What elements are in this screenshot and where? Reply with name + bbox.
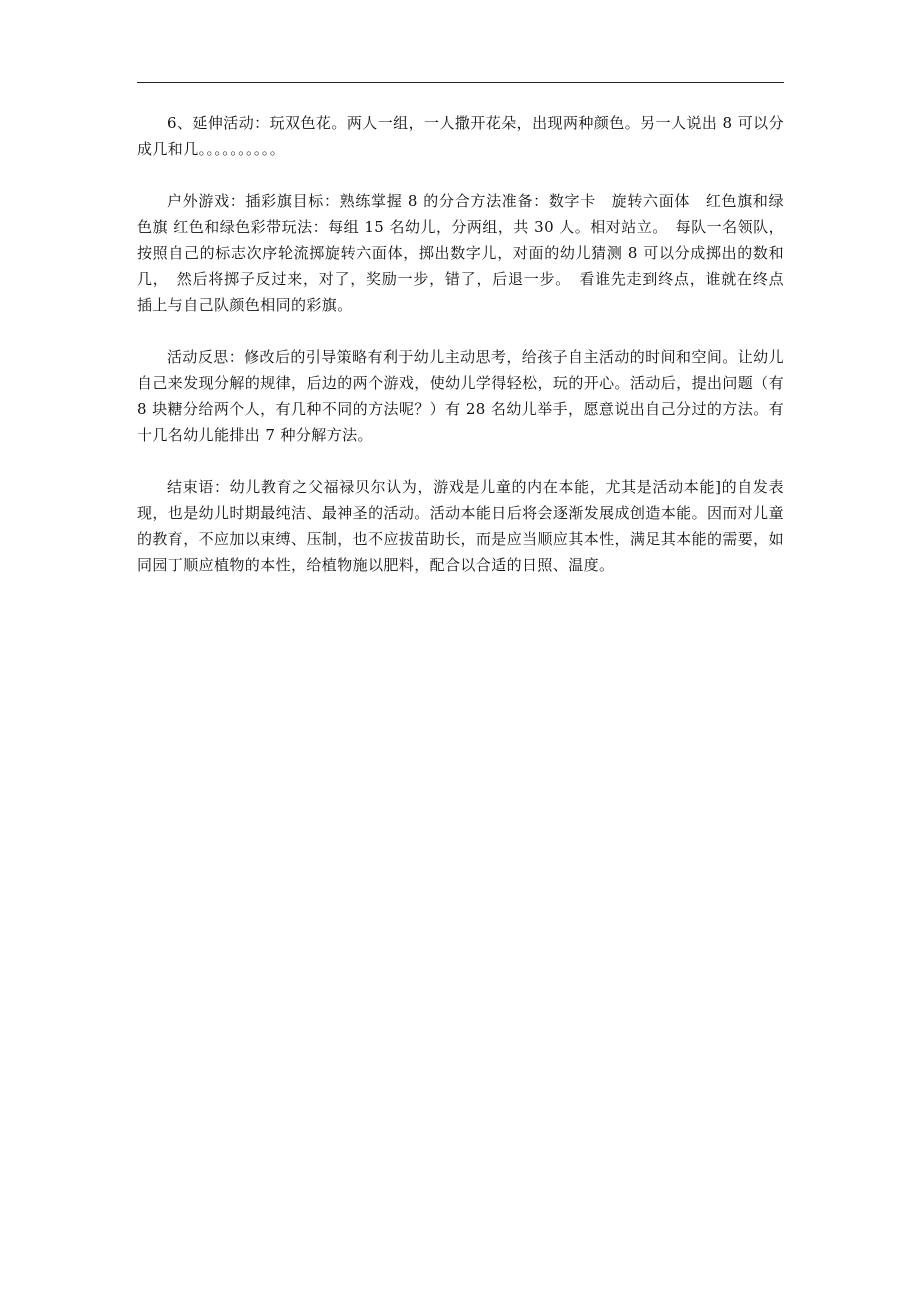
- paragraph-outdoor-game: 户外游戏：插彩旗目标：熟练掌握 8 的分合方法准备：数字卡 旋转六面体 红色旗和绿色旗 红色和绿色彩带玩法：每组 15 名幼儿，分两组，共 30 人。相对站立。 每队一名领队，按照自己的标志次序轮流掷旋转六面体，掷出数字儿，对面的幼儿猜测 8 可以分成掷出的数和几， 然后将掷子反过来，对了，奖励一步，错了，后退一步。 看谁先走到终点，谁就在终点插上与自己队颜色相同的彩旗。: [137, 192, 784, 314]
- header-divider: [137, 82, 784, 83]
- paragraph-activity-reflection: 活动反思：修改后的引导策略有利于幼儿主动思考，给孩子自主活动的时间和空间。让幼儿自己来发现分解的规律，后边的两个游戏，使幼儿学得轻松，玩的开心。活动后，提出问题（有 8 块糖分给两个人，有几种不同的方法呢？）有 28 名幼儿举手，愿意说出自己分过的方法。有十几名幼儿能排出 7 种分解方法。: [137, 348, 784, 444]
- paragraph-extension-activity: 6、延伸活动：玩双色花。两人一组，一人撒开花朵，出现两种颜色。另一人说出 8 可以分成几和几。。。。。。。。。。: [137, 114, 784, 158]
- document-body: [137, 110, 784, 604]
- paragraph-conclusion: 结束语：幼儿教育之父福禄贝尔认为，游戏是儿童的内在本能，尤其是活动本能]的自发表现，也是幼儿时期最纯洁、最神圣的活动。活动本能日后将会逐渐发展成创造本能。因而对儿童的教育，不应加以束缚、压制，也不应拔苗助长，而是应当顺应其本性，满足其本能的需要，如同园丁顺应植物的本性，给植物施以肥料，配合以合适的日照、温度。: [137, 478, 784, 574]
